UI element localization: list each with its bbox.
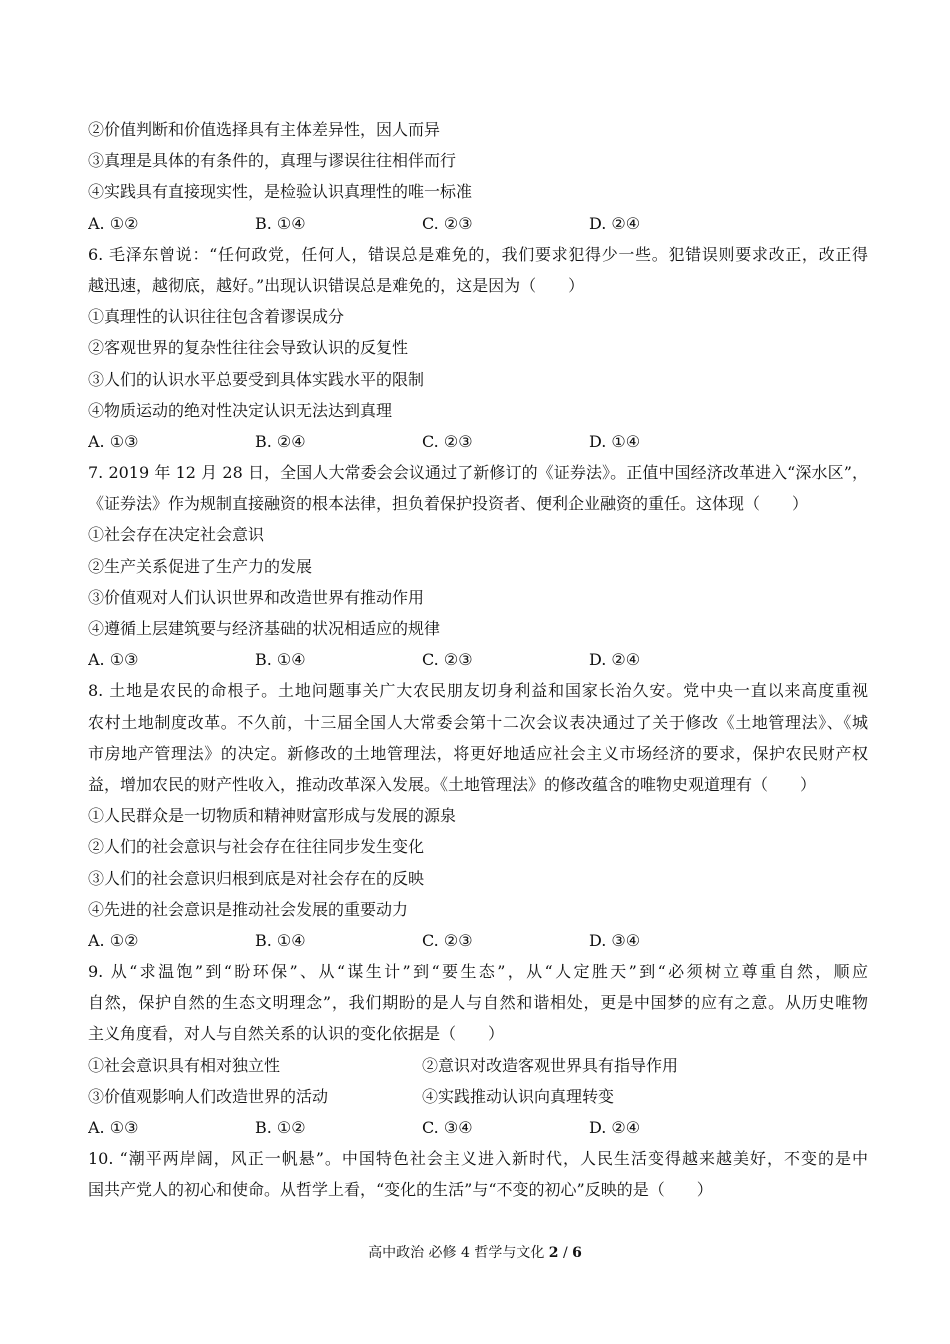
page-footer [0,1243,950,1263]
q7-option-d: D. ②④ [589,650,641,670]
q8-item-1: ①人民群众是一切物质和精神财富形成与发展的源泉 [88,806,457,826]
q9-stem-line-3: 主义角度看，对人与自然关系的认识的变化依据是（ ） [88,1024,505,1044]
footer-label: 高中政治 必修 4 哲学与文化 [368,1245,545,1261]
q5-options [88,208,868,239]
q7-item-2: ②生产关系促进了生产力的发展 [88,556,313,576]
q5-option-c: C. ②③ [422,213,473,233]
q6-item-2: ②客观世界的复杂性往往会导致认识的反复性 [88,338,409,358]
q9-option-c: C. ③④ [422,1118,473,1137]
q9-option-a: A. ①③ [88,1118,139,1137]
q5-option-b: B. ①④ [255,213,306,233]
q8-item-3: ③人们的社会意识归根到底是对社会存在的反映 [88,868,425,888]
q9-option-d: D. ②④ [589,1118,641,1137]
q6-option-a: A. ①③ [88,431,139,451]
q9-stem-line-1: 9. 从“求温饱”到“盼环保”、从“谋生计”到“要生态”，从“人定胜天”到“必须树立尊重自然，顺应 [88,962,868,982]
q8-stem-line-2: 农村土地制度改革。不久前，十三届全国人大常委会第十二次会议表决通过了关于修改《土地管理法》、《城 [88,712,868,732]
q5-item-4: ④实践具有直接现实性，是检验认识真理性的唯一标准 [88,182,473,202]
q9-item-4: ④实践推动认识向真理转变 [422,1086,615,1106]
q9-options [88,1112,868,1143]
q8-option-c: C. ②③ [422,930,473,950]
question-10 [88,1143,868,1205]
page-content [88,114,868,1206]
question-9 [88,956,868,1143]
q8-options [88,925,868,956]
q6-stem-line-1: 6. 毛泽东曾说：“任何政党，任何人，错误总是难免的，我们要求犯得少一些。犯错误则要求改正，改正得 [88,244,868,264]
q6-stem-line-2: 越迅速，越彻底，越好。”出现认识错误总是难免的，这是因为（ ） [88,275,585,295]
q9-item-1: ①社会意识具有相对独立性 [88,1055,281,1075]
q5-option-d: D. ②④ [589,213,641,233]
q5-option-a: A. ①② [88,213,139,233]
q7-option-c: C. ②③ [422,650,473,670]
q7-stem-line-2: 《证券法》作为规制直接融资的根本法律，担负着保护投资者、便利企业融资的重任。这体现（ ） [88,494,809,514]
q9-items-row-2 [88,1081,868,1112]
q6-option-c: C. ②③ [422,431,473,451]
q7-item-4: ④遵循上层建筑要与经济基础的状况相适应的规律 [88,619,441,638]
q6-option-b: B. ②④ [255,431,306,451]
q8-option-b: B. ①④ [255,930,306,950]
q6-item-3: ③人们的认识水平总要受到具体实践水平的限制 [88,369,425,389]
q10-stem-line-2: 国共产党人的初心和使命。从哲学上看，“变化的生活”与“不变的初心”反映的是（ ） [88,1180,713,1200]
q7-item-1: ①社会存在决定社会意识 [88,525,265,545]
q8-option-d: D. ③④ [589,930,641,950]
q6-item-4: ④物质运动的绝对性决定认识无法达到真理 [88,400,393,420]
question-8 [88,675,868,956]
q7-stem-line-1: 7. 2019 年 12 月 28 日，全国人大常委会会议通过了新修订的《证券法》。正值中国经济改革进入“深水区”， [88,463,868,483]
question-5 [88,114,868,239]
question-7 [88,457,868,675]
footer-page-total: 6 [572,1245,582,1261]
q7-options [88,644,868,675]
q8-item-4: ④先进的社会意识是推动社会发展的重要动力 [88,899,409,919]
q8-stem-line-1: 8. 土地是农民的命根子。土地问题事关广大农民朋友切身利益和国家长治久安。党中央一直以来高度重视 [88,681,868,701]
q9-items-row-1 [88,1050,868,1081]
q9-option-b: B. ①② [255,1118,306,1137]
q8-stem-line-4: 益，增加农民的财产性收入，推动改革深入发展。《土地管理法》的修改蕴含的唯物史观道理有（ ） [88,774,817,794]
q5-item-2: ②价值判断和价值选择具有主体差异性，因人而异 [88,120,441,139]
q8-stem-line-3: 市房地产管理法》的决定。新修改的土地管理法，将更好地适应社会主义市场经济的要求，保护农民财产权 [88,743,868,763]
q7-option-a: A. ①③ [88,650,139,670]
footer-page-number: 2 [548,1245,559,1261]
q6-item-1: ①真理性的认识往往包含着谬误成分 [88,307,345,327]
question-6 [88,239,868,457]
q7-option-b: B. ①④ [255,650,306,670]
q7-item-3: ③价值观对人们认识世界和改造世界有推动作用 [88,587,425,607]
q6-options [88,426,868,457]
q9-item-2: ②意识对改造客观世界具有指导作用 [422,1055,679,1075]
footer-separator: / [558,1245,573,1261]
q8-item-2: ②人们的社会意识与社会存在往往同步发生变化 [88,837,425,857]
q9-item-3: ③价值观影响人们改造世界的活动 [88,1086,329,1106]
q6-option-d: D. ①④ [589,431,641,451]
q10-stem-line-1: 10. “潮平两岸阔，风正一帆悬”。中国特色社会主义进入新时代，人民生活变得越来越美好，不变的是中 [88,1149,868,1169]
q5-item-3: ③真理是具体的有条件的，真理与谬误往往相伴而行 [88,151,457,171]
q8-option-a: A. ①② [88,930,139,950]
q9-stem-line-2: 自然，保护自然的生态文明理念”，我们期盼的是人与自然和谐相处，更是中国梦的应有之意。从历史唯物 [88,993,868,1013]
